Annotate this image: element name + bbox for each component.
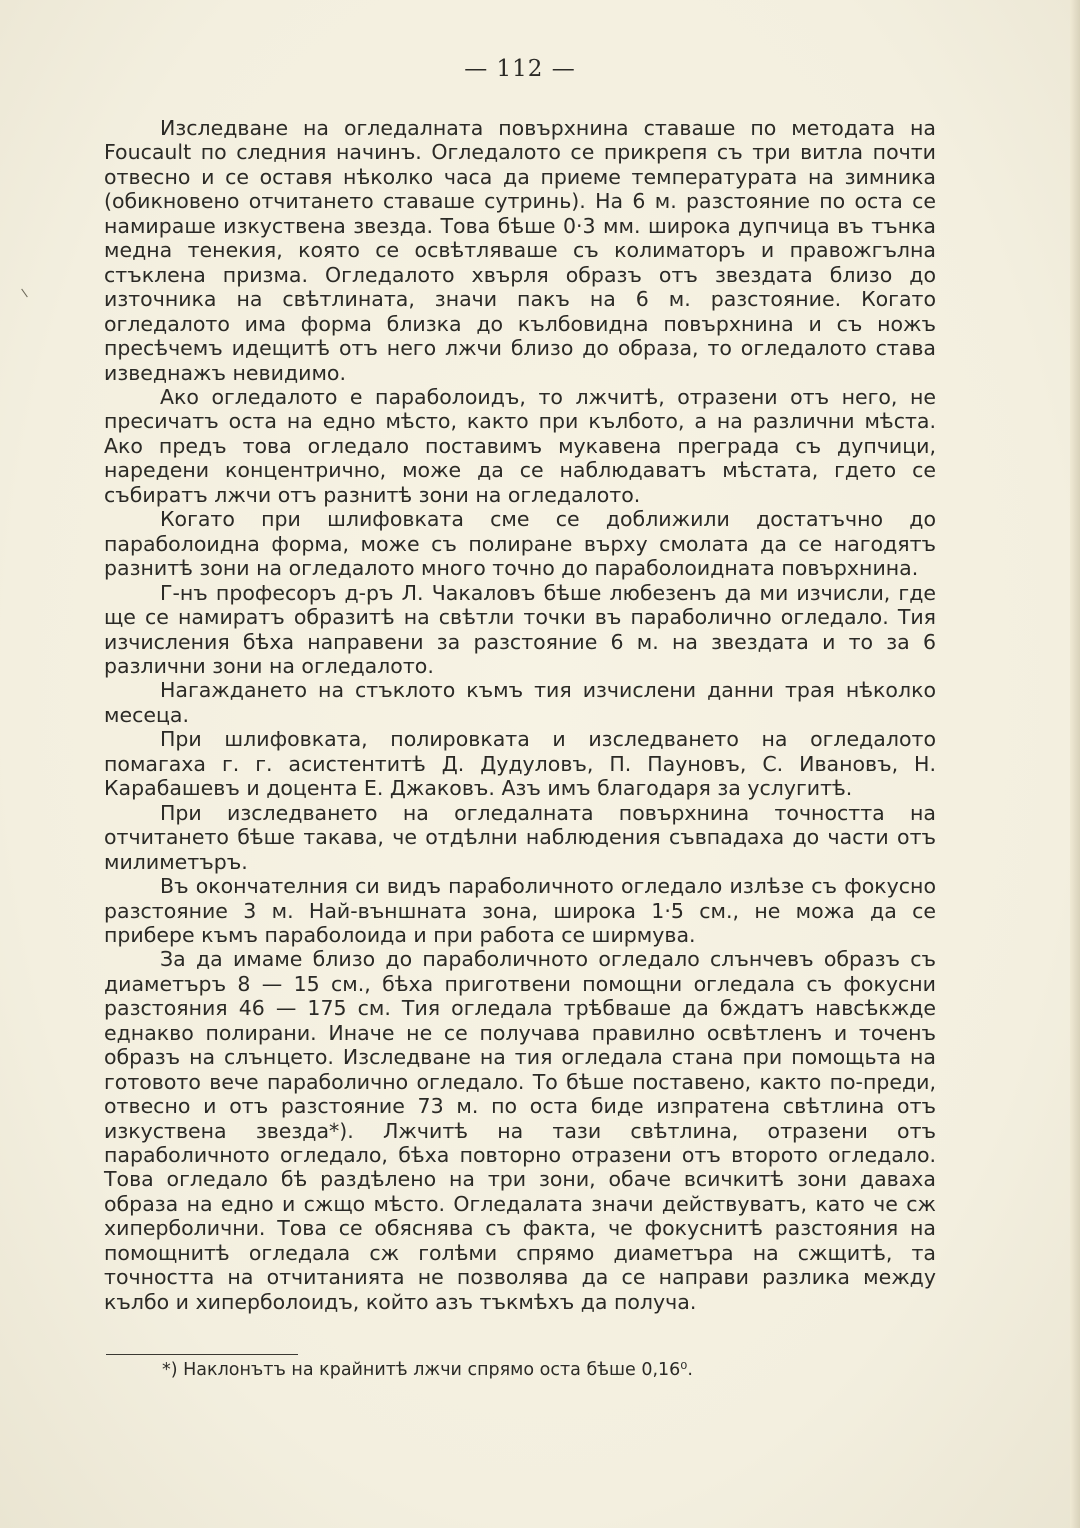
paragraph-1: Изследване на огледалната повърхнина ставаше по методата на Foucault по следния начинъ. Огледалото се прикрепя съ три витла почти отвесно и се оставя нѣколко часа да приеме температурата на зимника (обикновено отчитането ставаше сутринь). На 6 м. разстояние по оста се намираше изкуствена звезда. Това бѣше 0·3 мм. широка дупчица въ тънка медна тенекия, която се освѣтляваше съ колиматоръ и правожгълна стъклена призма. Огледалото хвърля образъ отъ звездата близо до източника на свѣтлината, значи пакъ на 6 м. разстояние. Когато огледалото има форма близка до кълбовидна повърхнина и съ ножъ пресѣчемъ идещитѣ отъ него лжчи близо до образа, то огледалото става изведнажъ невидимо. bbox=[104, 116, 936, 385]
paragraph-2: Ако огледалото е параболоидъ, то лжчитѣ, отразени отъ него, не пресичатъ оста на едно мѣсто, както при кълбото, а на различни мѣста. Ако предъ това огледало поставимъ мукавена преграда съ дупчици, наредени концентрично, може да се наблюдаватъ мѣстата, гдето се събиратъ лжчи отъ разнитѣ зони на огледалото. bbox=[104, 384, 936, 507]
paragraph-5: Нагаждането на стъклото къмъ тия изчислени данни трая нѣколко месеца. bbox=[104, 678, 936, 727]
paragraph-6: При шлифовката, полировката и изследването на огледалото помагаха г. г. асистентитѣ Д. Дудуловъ, П. Пауновъ, С. Ивановъ, Н. Карабашевъ и доцента Е. Джаковъ. Азъ имъ благодаря за услугитѣ. bbox=[104, 727, 936, 801]
stray-pencil-mark bbox=[21, 289, 28, 298]
paragraph-8: Въ окончателния си видъ параболичното огледало излѣзе съ фокусно разстояние 3 м. Най-външната зона, широка 1·5 см., не можа да се прибере къмъ параболоида и при работа се ширмува. bbox=[104, 874, 936, 947]
body-text bbox=[104, 116, 936, 1314]
page-number: — 112 — bbox=[464, 56, 576, 82]
page-edge bbox=[1070, 0, 1080, 1528]
footnote: *) Наклонътъ на крайнитѣ лжчи спрямо оста бѣше 0,16⁰. bbox=[162, 1360, 693, 1380]
paragraph-7: При изследването на огледалната повърхнина точността на отчитането бѣше такава, че отдѣлни наблюдения съвпадаха до части отъ милиметъръ. bbox=[104, 800, 936, 874]
paragraph-9: За да имаме близо до параболичното огледало слънчевъ образъ съ диаметъръ 8 — 15 см., бѣха приготвени помощни огледала съ фокусни разстояния 46 — 175 см. Тия огледала трѣбваше да бждатъ навсѣкжде еднакво полирани. Иначе не се получава правилно освѣтленъ и точенъ образъ на слънцето. Изследване на тия огледала стана при помощьта на готовото вече параболично огледало. То бѣше поставено, както по-преди, отвесно и отъ разстояние 73 м. по оста биде изпратена свѣтлина отъ изкуствена звезда*). Лжчитѣ на тази свѣтлина, отразени отъ параболичното огледало, бѣха повторно отразени отъ второто огледало. Това огледало бѣ раздѣлено на три зони, обаче всичкитѣ зони даваха образа на едно и сжщо мѣсто. Огледалата значи действуватъ, като че сж хиперболични. Това се обяснява съ факта, че фокуснитѣ разстояния на помощнитѣ огледала сж голѣми спрямо диаметъра на сжщитѣ, та точността на отчитанията не позволява да се направи разлика между кълбо и хиперболоидъ, който азъ тъкмѣхъ да получа. bbox=[104, 947, 936, 1314]
footnote-separator bbox=[106, 1354, 298, 1355]
paragraph-3: Когато при шлифовката сме се доближили достатъчно до параболоидна форма, може съ полиране върху смолата да се нагодятъ разнитѣ зони на огледалото много точно до параболоидната повърхнина. bbox=[104, 507, 936, 581]
paragraph-4: Г-нъ професоръ д-ръ Л. Чакаловъ бѣше любезенъ да ми изчисли, где ще се намиратъ образитѣ на свѣтли точки въ параболично огледало. Тия изчисления бѣха направени за разстояние 6 м. на звездата и то за 6 различни зони на огледалото. bbox=[104, 580, 936, 678]
